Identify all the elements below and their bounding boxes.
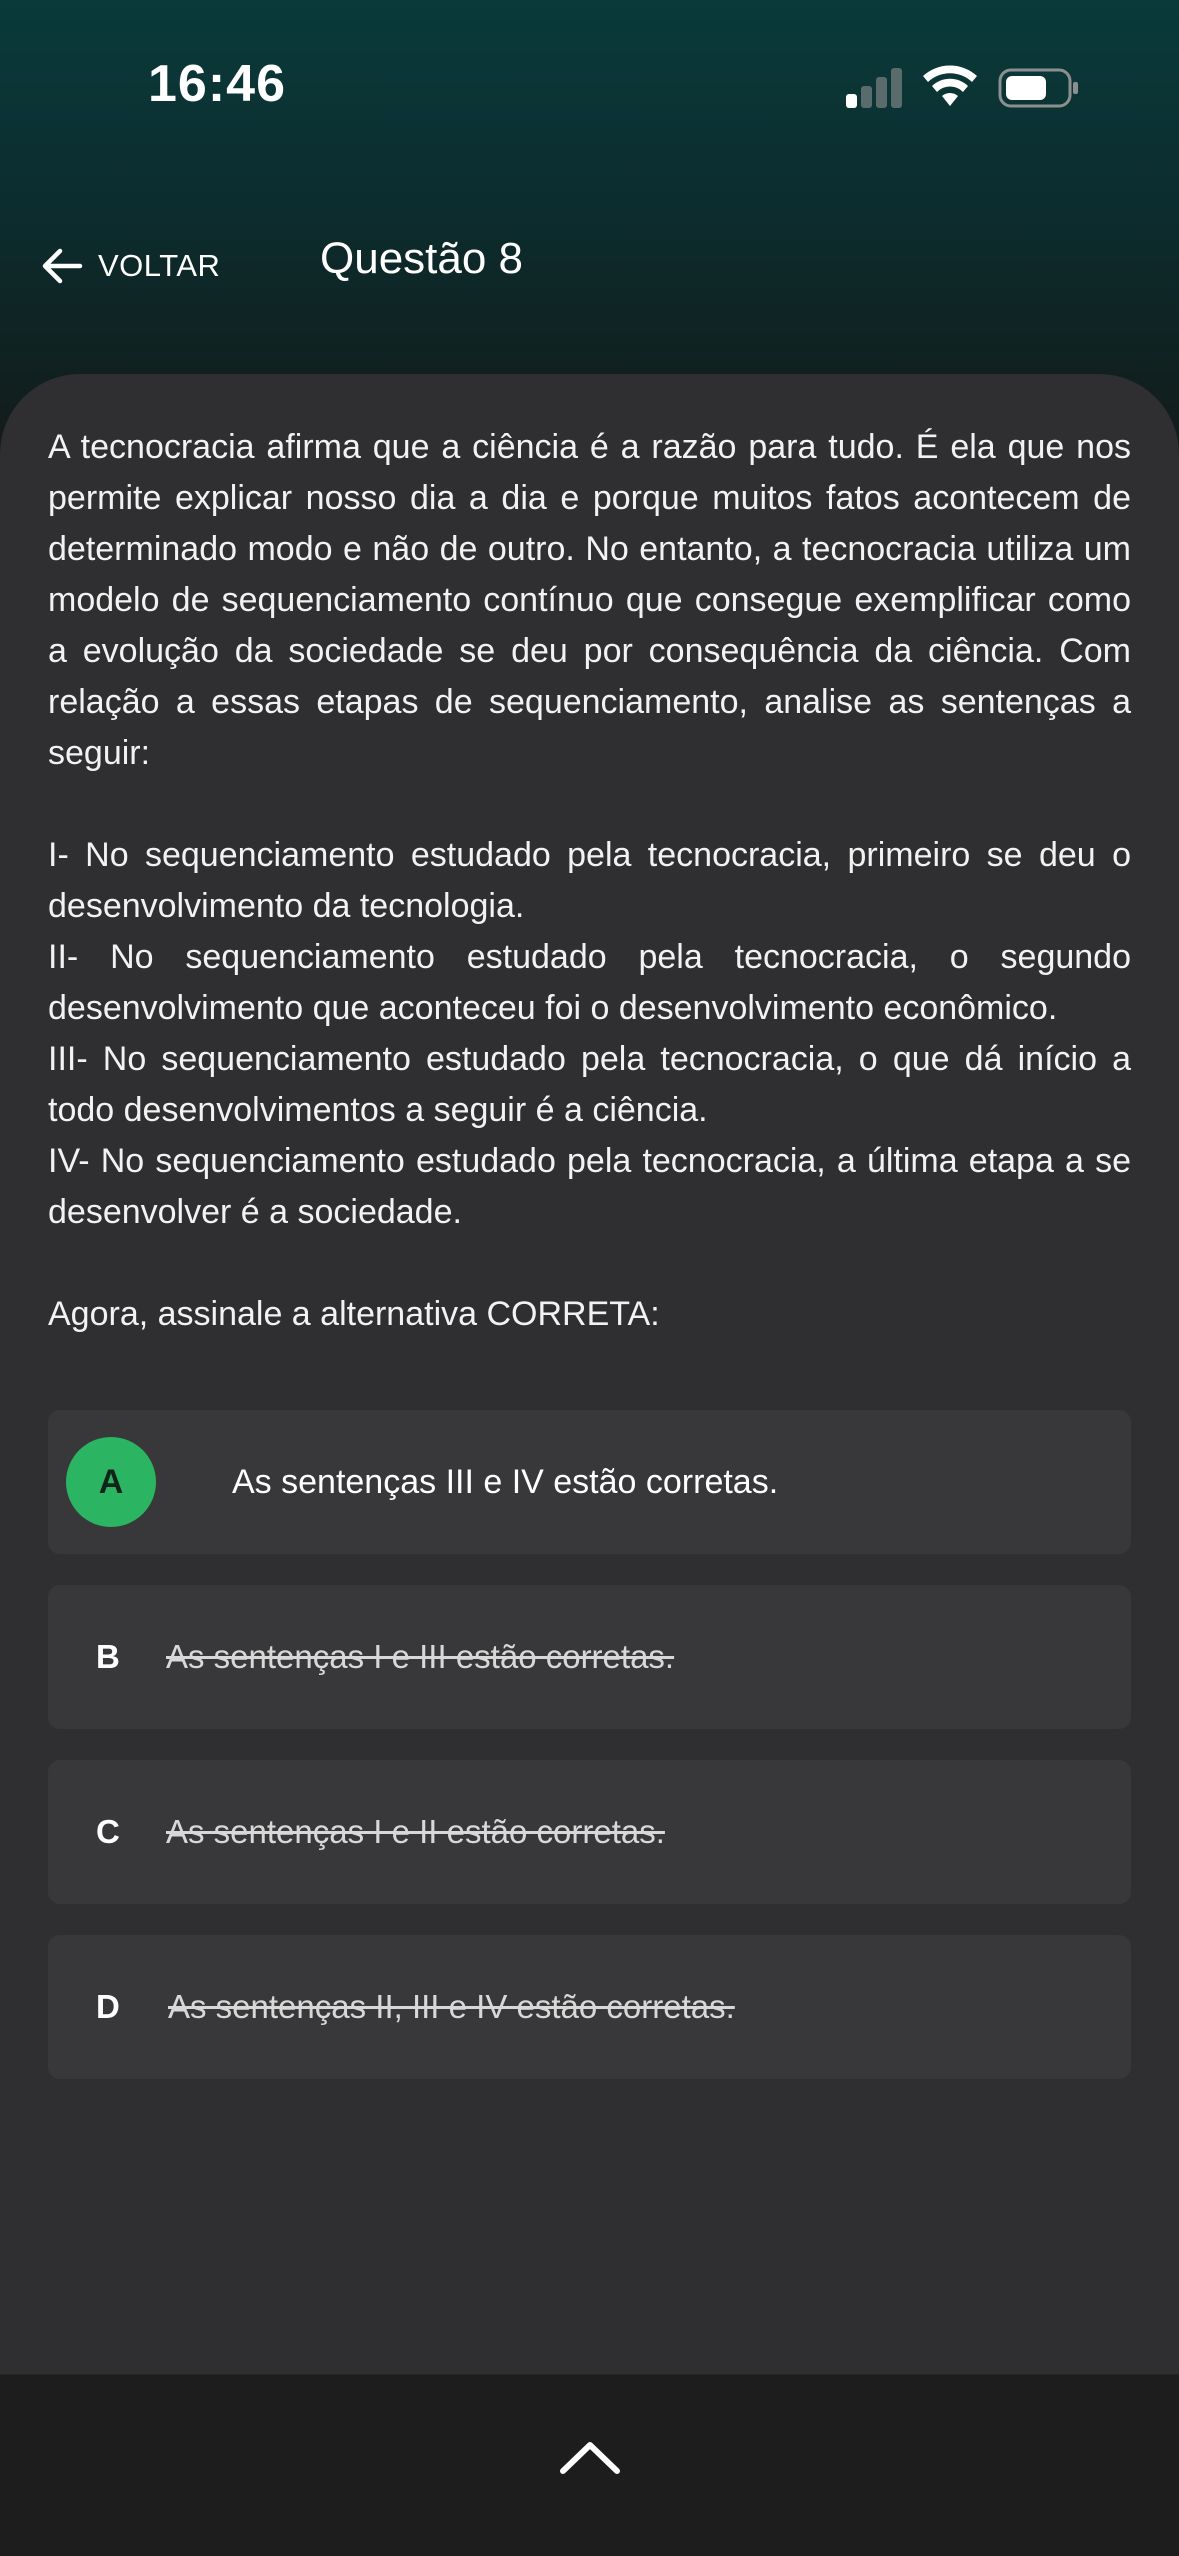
statement-4: IV- No sequenciamento estudado pela tecnocracia, a última etapa a se desenvolver é a sociedade.	[48, 1142, 1131, 1231]
chevron-up-icon[interactable]	[555, 2431, 625, 2481]
status-time: 16:46	[148, 55, 286, 113]
option-c-text: As sentenças I e II estão corretas.	[166, 1813, 665, 1850]
back-button[interactable]	[40, 236, 220, 296]
answer-options	[48, 1410, 1131, 2110]
question-intro: A tecnocracia afirma que a ciência é a razão para tudo. É ela que nos permite explicar nosso dia a dia e porque muitos fatos acontecem de determinado modo e não de outro. No entanto, a tecnocracia utiliza um modelo de sequenciamento contínuo que consegue exemplificar como a evolução da sociedade se deu por consequência da ciência. Com relação a essas etapas de sequenciamento, analise as sentenças a seguir:	[48, 428, 1131, 772]
statement-1: I- No sequenciamento estudado pela tecnocracia, primeiro se deu o desenvolvimento da tecnologia.	[48, 836, 1131, 925]
arrow-left-icon	[40, 244, 84, 288]
battery-icon	[998, 68, 1080, 108]
question-text	[48, 422, 1131, 1340]
option-d-text: As sentenças II, III e IV estão corretas.	[168, 1988, 735, 2025]
question-card	[0, 374, 1179, 2374]
wifi-icon	[922, 62, 978, 108]
status-bar	[0, 0, 1179, 170]
cellular-signal-icon	[846, 68, 904, 108]
statement-3: III- No sequenciamento estudado pela tecnocracia, o que dá início a todo desenvolvimentos a seguir é a ciência.	[48, 1040, 1131, 1129]
page-title: Questão 8	[320, 234, 524, 283]
option-c[interactable]	[48, 1760, 1131, 1904]
option-a-selected-badge: A	[66, 1437, 156, 1527]
bottom-bar	[0, 2374, 1179, 2556]
option-b-text: As sentenças I e III estão corretas.	[166, 1638, 675, 1675]
option-a[interactable]	[48, 1410, 1131, 1554]
option-d-letter: D	[96, 1988, 120, 2025]
statement-2: II- No sequenciamento estudado pela tecnocracia, o segundo desenvolvimento que aconteceu foi o desenvolvimento econômico.	[48, 938, 1131, 1027]
header	[0, 200, 1179, 330]
option-b[interactable]	[48, 1585, 1131, 1729]
back-label: VOLTAR	[98, 248, 221, 283]
option-b-letter: B	[96, 1638, 120, 1675]
option-d[interactable]	[48, 1935, 1131, 2079]
question-prompt: Agora, assinale a alternativa CORRETA:	[48, 1295, 660, 1333]
option-a-text: As sentenças III e IV estão corretas.	[232, 1463, 779, 1501]
option-c-letter: C	[96, 1813, 120, 1850]
